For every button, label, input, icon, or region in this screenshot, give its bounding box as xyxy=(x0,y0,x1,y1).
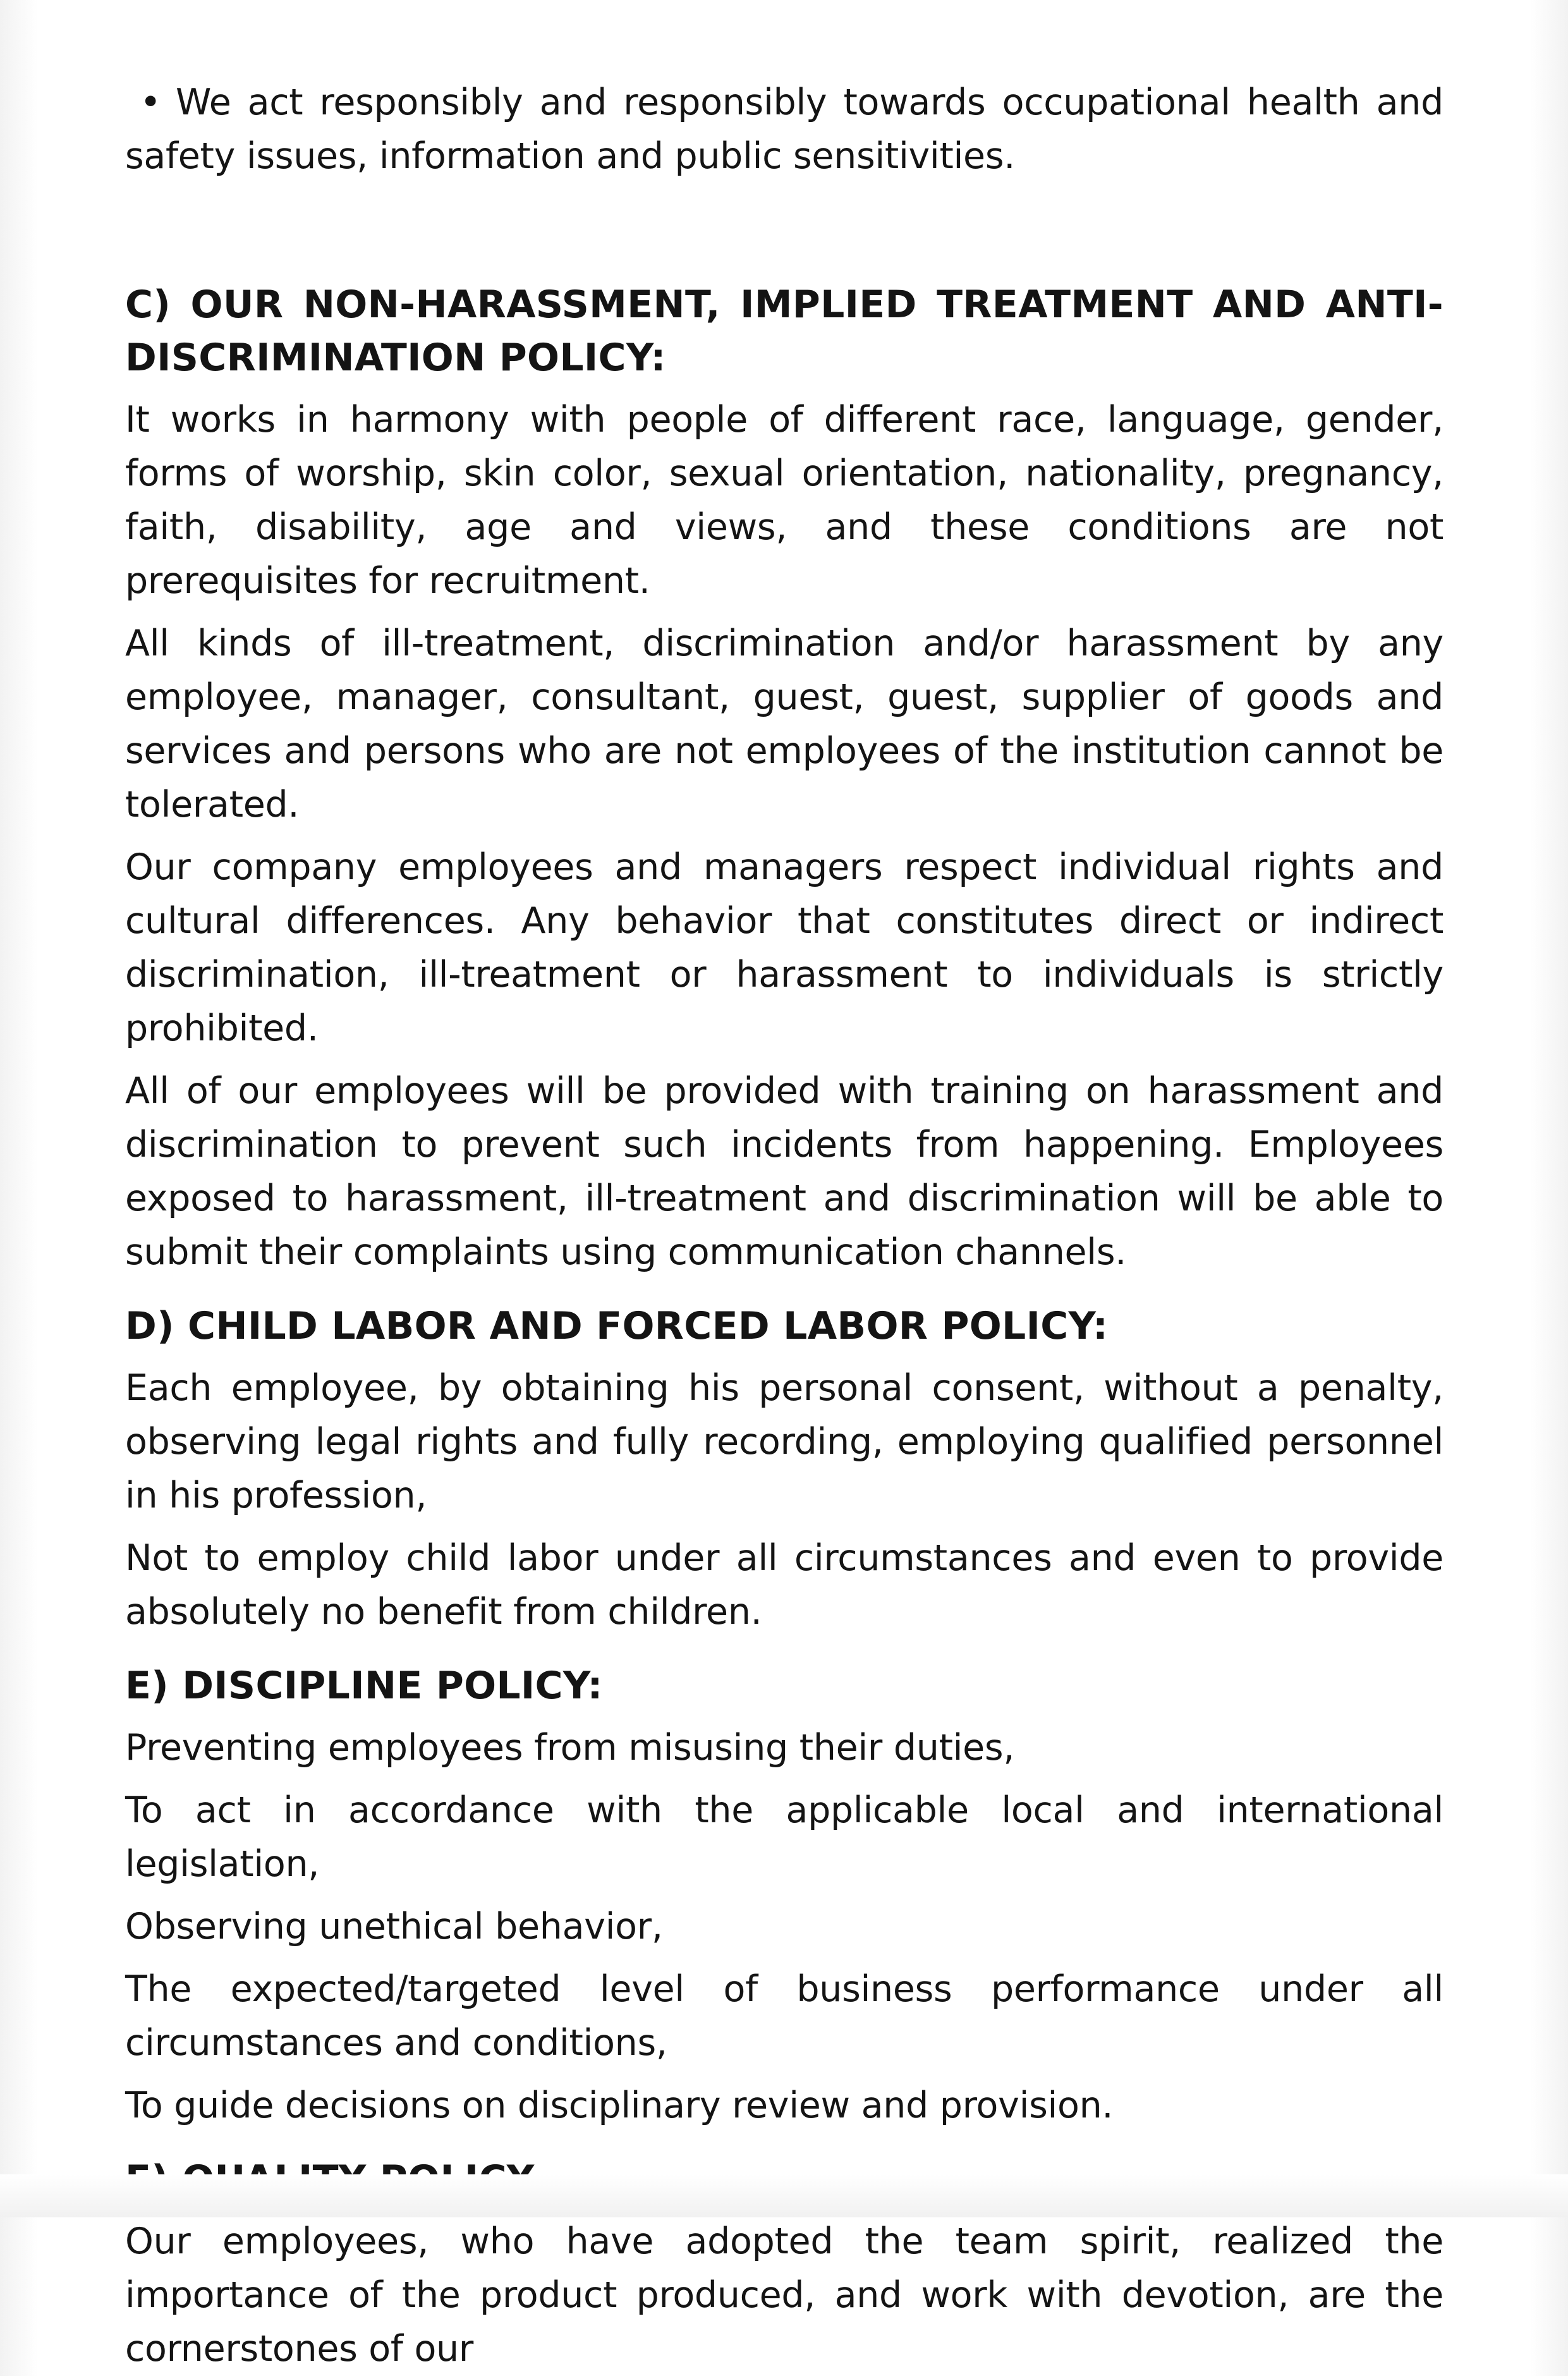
paragraph: Each employee, by obtaining his personal consent, without a penalty, observing legal rights and fully recording, employing qualified personnel in his profession, xyxy=(125,1367,1443,1516)
paragraph: Our employees, who have adopted the team spirit, realized the importance of the product produced, and work with devotion, are the cornerstones of our xyxy=(125,2221,1443,2370)
paragraph: The expected/targeted level of business performance under all circumstances and conditions, xyxy=(125,1968,1443,2064)
page-content xyxy=(125,76,1443,2376)
paragraph: Our company employees and managers respect individual rights and cultural differences. Any behavior that constitutes direct or indirect discrimination, ill-treatment or harassment to individuals is strictly prohibited. xyxy=(125,846,1443,1049)
paragraph: Preventing employees from misusing their duties, xyxy=(125,1727,1015,1769)
paragraph: Not to employ child labor under all circumstances and even to provide absolutely no benefit from children. xyxy=(125,1537,1443,1633)
intro-bullet-item xyxy=(125,76,1443,183)
paragraph: To guide decisions on disciplinary review and provision. xyxy=(125,2085,1114,2126)
section-heading-c: C) OUR NON-HARASSMENT, IMPLIED TREATMENT AND ANTI-DISCRIMINATION POLICY: xyxy=(125,283,1443,380)
paragraph: All kinds of ill-treatment, discrimination and/or harassment by any employee, manager, consultant, guest, guest, supplier of goods and services and persons who are not employees of the institution cannot be tolerated. xyxy=(125,623,1443,826)
page-bottom-edge xyxy=(0,2174,1568,2217)
paragraph: To act in accordance with the applicable local and international legislation, xyxy=(125,1789,1443,1885)
bullet-icon: • xyxy=(140,82,161,123)
paragraph: It works in harmony with people of different race, language, gender, forms of worship, skin color, sexual orientation, nationality, pregnancy, faith, disability, age and views, and these conditions are not prerequisites for recruitment. xyxy=(125,399,1443,602)
intro-bullet-text: We act responsibly and responsibly towards occupational health and safety issues, information and public sensitivities. xyxy=(125,82,1443,177)
section-heading-d: D) CHILD LABOR AND FORCED LABOR POLICY: xyxy=(125,1304,1109,1348)
section-heading-e: E) DISCIPLINE POLICY: xyxy=(125,1664,603,1708)
paragraph: All of our employees will be provided with training on harassment and discrimination to prevent such incidents from happening. Employees exposed to harassment, ill-treatment and discrimination will be able to submit their complaints using communication channels. xyxy=(125,1070,1443,1273)
paragraph: Observing unethical behavior, xyxy=(125,1906,663,1947)
